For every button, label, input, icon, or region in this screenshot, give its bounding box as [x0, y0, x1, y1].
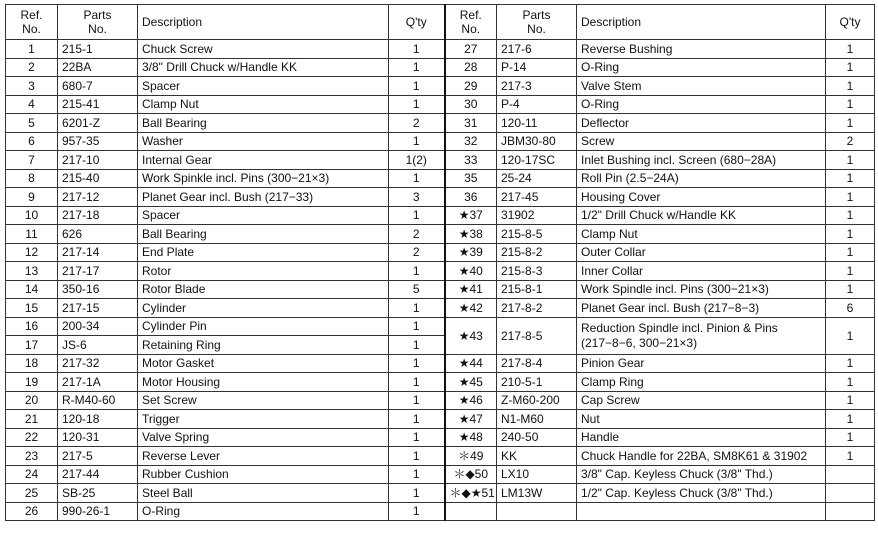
description: Motor Gasket	[138, 354, 389, 373]
ref-no: 16	[6, 317, 58, 336]
quantity: 1	[826, 40, 875, 59]
description: Set Screw	[138, 391, 389, 410]
description: O-Ring	[138, 502, 389, 521]
quantity	[826, 465, 875, 484]
part-no: 217-8-4	[497, 354, 577, 373]
ref-no: 25	[6, 484, 58, 503]
ref-no: 23	[6, 447, 58, 466]
table-row	[6, 77, 875, 96]
empty-cell	[577, 502, 826, 521]
ref-no: 21	[6, 410, 58, 429]
part-no: 217-1A	[58, 373, 138, 392]
quantity: 1	[826, 373, 875, 392]
header-qty: Q'ty	[389, 5, 445, 40]
header-ref-no-right: Ref. No.	[445, 5, 497, 40]
quantity: 1	[389, 502, 445, 521]
ref-no: 26	[6, 502, 58, 521]
quantity	[826, 484, 875, 503]
ref-no: ＊◆★51	[445, 484, 497, 503]
quantity: 1	[826, 169, 875, 188]
description: Work Spinkle incl. Pins (300−21×3)	[138, 169, 389, 188]
part-no: LM13W	[497, 484, 577, 503]
part-no: 200-34	[58, 317, 138, 336]
quantity: 1	[826, 114, 875, 133]
table-row	[6, 354, 875, 373]
quantity: 1	[389, 132, 445, 151]
ref-no: 33	[445, 151, 497, 170]
table-row	[6, 243, 875, 262]
part-no: Z-M60-200	[497, 391, 577, 410]
description: Spacer	[138, 77, 389, 96]
ref-no: ★44	[445, 354, 497, 373]
part-no: 6201-Z	[58, 114, 138, 133]
description: Motor Housing	[138, 373, 389, 392]
part-no: 217-32	[58, 354, 138, 373]
part-no: 217-10	[58, 151, 138, 170]
description: Cylinder	[138, 299, 389, 318]
quantity: 1	[826, 354, 875, 373]
description: Ball Bearing	[138, 225, 389, 244]
part-no: LX10	[497, 465, 577, 484]
ref-no: 1	[6, 40, 58, 59]
quantity: 6	[826, 299, 875, 318]
table-row	[6, 206, 875, 225]
ref-no: ★39	[445, 243, 497, 262]
description: 3/8" Drill Chuck w/Handle KK	[138, 58, 389, 77]
quantity: 1	[389, 484, 445, 503]
ref-no: 20	[6, 391, 58, 410]
description: Deflector	[577, 114, 826, 133]
part-no: 215-40	[58, 169, 138, 188]
table-row	[6, 280, 875, 299]
table-row	[6, 114, 875, 133]
quantity: 1	[826, 188, 875, 207]
table-row	[6, 410, 875, 429]
table-row	[6, 317, 875, 336]
ref-no: 2	[6, 58, 58, 77]
ref-no: 14	[6, 280, 58, 299]
part-no: 217-44	[58, 465, 138, 484]
quantity: 1	[389, 336, 445, 355]
ref-no: ＊◆50	[445, 465, 497, 484]
description: 1/2" Cap. Keyless Chuck (3/8" Thd.)	[577, 484, 826, 503]
ref-no: 15	[6, 299, 58, 318]
ref-no: ★45	[445, 373, 497, 392]
ref-no: ★38	[445, 225, 497, 244]
parts-list-table	[5, 4, 875, 521]
quantity: 1	[389, 262, 445, 281]
description: Clamp Ring	[577, 373, 826, 392]
ref-no: 4	[6, 95, 58, 114]
part-no: 31902	[497, 206, 577, 225]
quantity: 1	[389, 317, 445, 336]
quantity: 1	[389, 428, 445, 447]
part-no: 215-1	[58, 40, 138, 59]
ref-no: 6	[6, 132, 58, 151]
quantity: 1	[389, 299, 445, 318]
description: Chuck Screw	[138, 40, 389, 59]
ref-no: ★47	[445, 410, 497, 429]
quantity: 1	[826, 95, 875, 114]
description: Housing Cover	[577, 188, 826, 207]
quantity: 1	[389, 169, 445, 188]
table-row	[6, 151, 875, 170]
table-row	[6, 58, 875, 77]
part-no: 215-8-2	[497, 243, 577, 262]
ref-no: 22	[6, 428, 58, 447]
table-row	[6, 188, 875, 207]
quantity: 5	[389, 280, 445, 299]
part-no: P-4	[497, 95, 577, 114]
ref-no: ★43	[445, 317, 497, 354]
ref-no: 12	[6, 243, 58, 262]
part-no: 215-8-5	[497, 225, 577, 244]
quantity: 1	[826, 410, 875, 429]
part-no: 626	[58, 225, 138, 244]
ref-no: 36	[445, 188, 497, 207]
part-no: JBM30-80	[497, 132, 577, 151]
ref-no: ★40	[445, 262, 497, 281]
part-no: 217-3	[497, 77, 577, 96]
ref-no: ★41	[445, 280, 497, 299]
part-no: 120-17SC	[497, 151, 577, 170]
description: Planet Gear incl. Bush (217−8−3)	[577, 299, 826, 318]
part-no: 22BA	[58, 58, 138, 77]
ref-no: 29	[445, 77, 497, 96]
part-no: 217-17	[58, 262, 138, 281]
description: Steel Ball	[138, 484, 389, 503]
ref-no: 3	[6, 77, 58, 96]
description: Reverse Bushing	[577, 40, 826, 59]
ref-no: 31	[445, 114, 497, 133]
table-row	[6, 373, 875, 392]
quantity: 1	[826, 77, 875, 96]
description: Pinion Gear	[577, 354, 826, 373]
part-no: 217-8-5	[497, 317, 577, 354]
ref-no: 11	[6, 225, 58, 244]
header-parts-no: Parts No.	[58, 5, 138, 40]
part-no: 215-8-1	[497, 280, 577, 299]
part-no: 210-5-1	[497, 373, 577, 392]
table-row	[6, 391, 875, 410]
quantity: 1	[826, 58, 875, 77]
part-no: 217-5	[58, 447, 138, 466]
part-no: 215-41	[58, 95, 138, 114]
description: Roll Pin (2.5−24A)	[577, 169, 826, 188]
description: Rotor	[138, 262, 389, 281]
ref-no: 30	[445, 95, 497, 114]
part-no: 120-18	[58, 410, 138, 429]
part-no: 217-14	[58, 243, 138, 262]
empty-cell	[826, 502, 875, 521]
description: Valve Spring	[138, 428, 389, 447]
part-no: 120-11	[497, 114, 577, 133]
ref-no: 17	[6, 336, 58, 355]
quantity: 1	[389, 95, 445, 114]
table-row	[6, 502, 875, 521]
description: Work Spindle incl. Pins (300−21×3)	[577, 280, 826, 299]
ref-no: 32	[445, 132, 497, 151]
description: Inlet Bushing incl. Screen (680−28A)	[577, 151, 826, 170]
description: Rotor Blade	[138, 280, 389, 299]
ref-no: 13	[6, 262, 58, 281]
description: Handle	[577, 428, 826, 447]
ref-no: 35	[445, 169, 497, 188]
description: 1/2" Drill Chuck w/Handle KK	[577, 206, 826, 225]
empty-cell	[445, 502, 497, 521]
table-row	[6, 132, 875, 151]
ref-no: ★46	[445, 391, 497, 410]
header-description: Description	[138, 5, 389, 40]
description: Nut	[577, 410, 826, 429]
ref-no: ★37	[445, 206, 497, 225]
table-row	[6, 40, 875, 59]
ref-no: 10	[6, 206, 58, 225]
part-no: 215-8-3	[497, 262, 577, 281]
quantity: 1	[389, 465, 445, 484]
table-row	[6, 262, 875, 281]
ref-no: ★48	[445, 428, 497, 447]
part-no: 957-35	[58, 132, 138, 151]
ref-no: 24	[6, 465, 58, 484]
header-description-right: Description	[577, 5, 826, 40]
part-no: P-14	[497, 58, 577, 77]
description: Spacer	[138, 206, 389, 225]
description: Clamp Nut	[138, 95, 389, 114]
description: Washer	[138, 132, 389, 151]
quantity: 3	[389, 188, 445, 207]
quantity: 1	[826, 391, 875, 410]
quantity: 1	[826, 225, 875, 244]
description: Planet Gear incl. Bush (217−33)	[138, 188, 389, 207]
description: Ball Bearing	[138, 114, 389, 133]
description: Cap Screw	[577, 391, 826, 410]
quantity: 1(2)	[389, 151, 445, 170]
ref-no: ★42	[445, 299, 497, 318]
table-row	[6, 465, 875, 484]
part-no: 120-31	[58, 428, 138, 447]
description: Chuck Handle for 22BA, SM8K61 & 31902	[577, 447, 826, 466]
quantity: 1	[826, 317, 875, 354]
part-no: KK	[497, 447, 577, 466]
header-row	[6, 5, 875, 40]
quantity: 1	[389, 354, 445, 373]
quantity: 1	[389, 40, 445, 59]
description: Retaining Ring	[138, 336, 389, 355]
description: Reverse Lever	[138, 447, 389, 466]
description: Valve Stem	[577, 77, 826, 96]
quantity: 1	[826, 151, 875, 170]
description: Rubber Cushion	[138, 465, 389, 484]
part-no: 680-7	[58, 77, 138, 96]
part-no: 217-15	[58, 299, 138, 318]
empty-cell	[497, 502, 577, 521]
ref-no: ＊49	[445, 447, 497, 466]
ref-no: 5	[6, 114, 58, 133]
quantity: 1	[826, 206, 875, 225]
part-no: R-M40-60	[58, 391, 138, 410]
quantity: 1	[389, 391, 445, 410]
description: Cylinder Pin	[138, 317, 389, 336]
quantity: 1	[826, 262, 875, 281]
table-row	[6, 484, 875, 503]
description: 3/8" Cap. Keyless Chuck (3/8" Thd.)	[577, 465, 826, 484]
part-no: SB-25	[58, 484, 138, 503]
table-row	[6, 299, 875, 318]
description: O-Ring	[577, 58, 826, 77]
quantity: 1	[826, 428, 875, 447]
quantity: 1	[826, 280, 875, 299]
quantity: 1	[389, 447, 445, 466]
ref-no: 7	[6, 151, 58, 170]
part-no: 217-45	[497, 188, 577, 207]
ref-no: 19	[6, 373, 58, 392]
ref-no: 8	[6, 169, 58, 188]
description: Screw	[577, 132, 826, 151]
quantity: 1	[389, 77, 445, 96]
part-no: 990-26-1	[58, 502, 138, 521]
table-row	[6, 225, 875, 244]
ref-no: 28	[445, 58, 497, 77]
quantity: 1	[389, 206, 445, 225]
ref-no: 18	[6, 354, 58, 373]
quantity: 1	[826, 447, 875, 466]
description: Inner Collar	[577, 262, 826, 281]
ref-no: 27	[445, 40, 497, 59]
quantity: 1	[826, 243, 875, 262]
quantity: 2	[826, 132, 875, 151]
table-row	[6, 447, 875, 466]
description: Trigger	[138, 410, 389, 429]
part-no: 217-18	[58, 206, 138, 225]
part-no: 240-50	[497, 428, 577, 447]
table-row	[6, 169, 875, 188]
part-no: 217-12	[58, 188, 138, 207]
quantity: 2	[389, 243, 445, 262]
table-row	[6, 95, 875, 114]
part-no: 350-16	[58, 280, 138, 299]
part-no: JS-6	[58, 336, 138, 355]
header-ref-no: Ref. No.	[6, 5, 58, 40]
quantity: 2	[389, 225, 445, 244]
header-parts-no-right: Parts No.	[497, 5, 577, 40]
header-qty-right: Q'ty	[826, 5, 875, 40]
description: Internal Gear	[138, 151, 389, 170]
quantity: 1	[389, 410, 445, 429]
part-no: N1-M60	[497, 410, 577, 429]
part-no: 217-8-2	[497, 299, 577, 318]
description: End Plate	[138, 243, 389, 262]
quantity: 2	[389, 114, 445, 133]
quantity: 1	[389, 373, 445, 392]
description: Clamp Nut	[577, 225, 826, 244]
ref-no: 9	[6, 188, 58, 207]
quantity: 1	[389, 58, 445, 77]
table-row	[6, 428, 875, 447]
part-no: 217-6	[497, 40, 577, 59]
part-no: 25-24	[497, 169, 577, 188]
description: O-Ring	[577, 95, 826, 114]
description: Outer Collar	[577, 243, 826, 262]
description: Reduction Spindle incl. Pinion & Pins (217−8−6, 300−21×3)	[577, 317, 826, 354]
